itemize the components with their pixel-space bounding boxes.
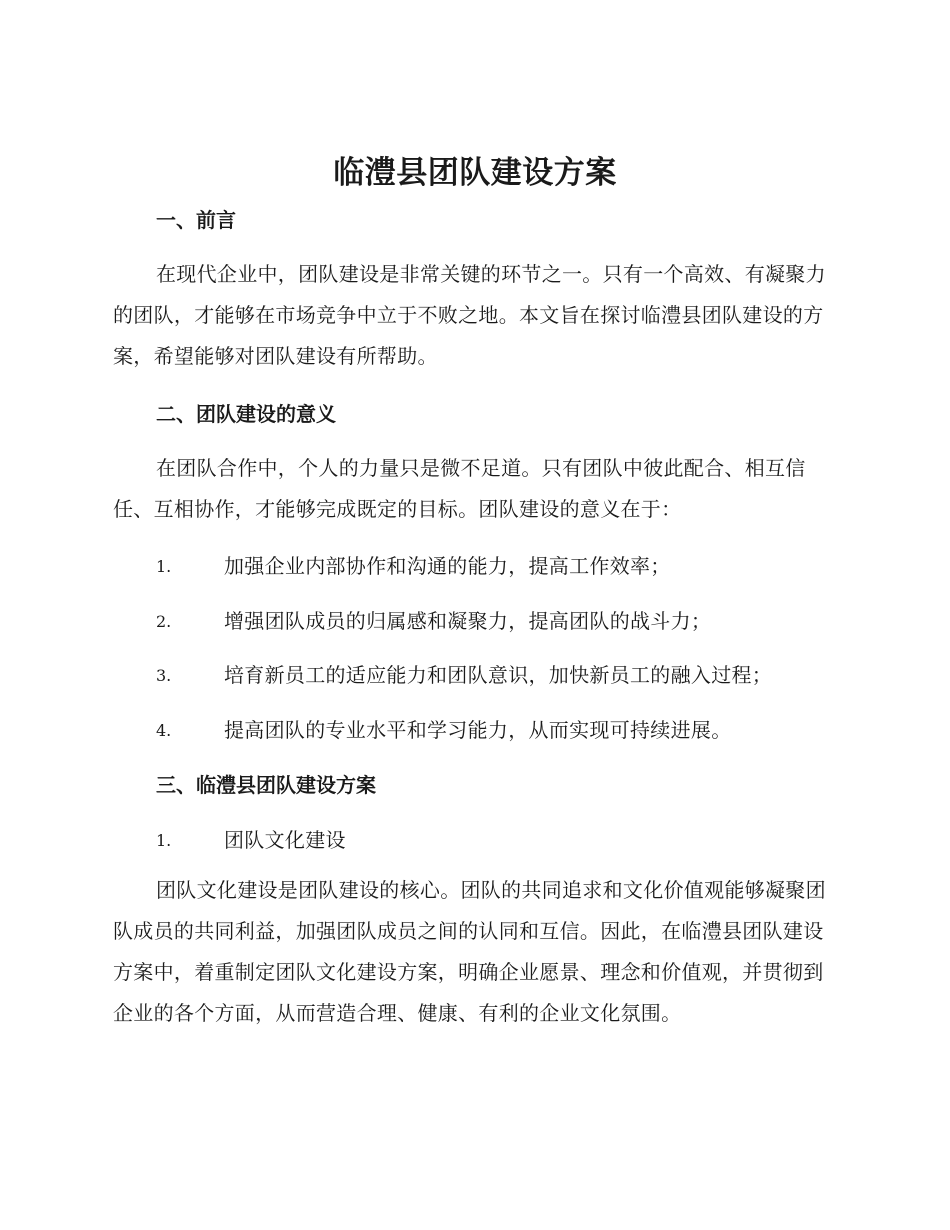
- subsection-title: 团队文化建设: [224, 828, 346, 852]
- section-heading-preface: 一、前言: [156, 208, 236, 232]
- significance-paragraph: 在团队合作中，个人的力量只是微不足道。只有团队中彼此配合、相互信任、互相协作，才能够完成既定的目标。团队建设的意义在于：: [113, 456, 806, 521]
- list-text: 加强企业内部协作和沟通的能力，提高工作效率；: [224, 554, 671, 578]
- list-item: [156, 715, 836, 745]
- list-number: 3.: [156, 666, 172, 685]
- section-heading-plan: 三、临澧县团队建设方案: [156, 773, 376, 797]
- subsection-item: [156, 825, 836, 855]
- list-number: 1.: [156, 557, 172, 576]
- list-number: 2.: [156, 612, 172, 631]
- culture-paragraph: 团队文化建设是团队建设的核心。团队的共同追求和文化价值观能够凝聚团队成员的共同利益，加强团队成员之间的认同和互信。因此，在临澧县团队建设方案中，着重制定团队文化建设方案，明确企业愿景、理念和价值观，并贯彻到企业的各个方面，从而营造合理、健康、有利的企业文化氛围。: [113, 878, 826, 1025]
- list-text: 提高团队的专业水平和学习能力，从而实现可持续进展。: [224, 718, 732, 742]
- list-number: 4.: [156, 721, 172, 740]
- document-title: 临澧县团队建设方案: [333, 155, 617, 191]
- list-item: [156, 660, 836, 690]
- list-text: 增强团队成员的归属感和凝聚力，提高团队的战斗力；: [224, 609, 712, 633]
- list-text: 培育新员工的适应能力和团队意识，加快新员工的融入过程；: [224, 663, 773, 687]
- list-item: [156, 606, 836, 636]
- section-heading-significance: 二、团队建设的意义: [156, 402, 336, 426]
- preface-paragraph: 在现代企业中，团队建设是非常关键的环节之一。只有一个高效、有凝聚力的团队，才能够在市场竞争中立于不败之地。本文旨在探讨临澧县团队建设的方案，希望能够对团队建设有所帮助。: [113, 262, 826, 368]
- list-item: [156, 551, 836, 581]
- list-number: 1.: [156, 831, 172, 850]
